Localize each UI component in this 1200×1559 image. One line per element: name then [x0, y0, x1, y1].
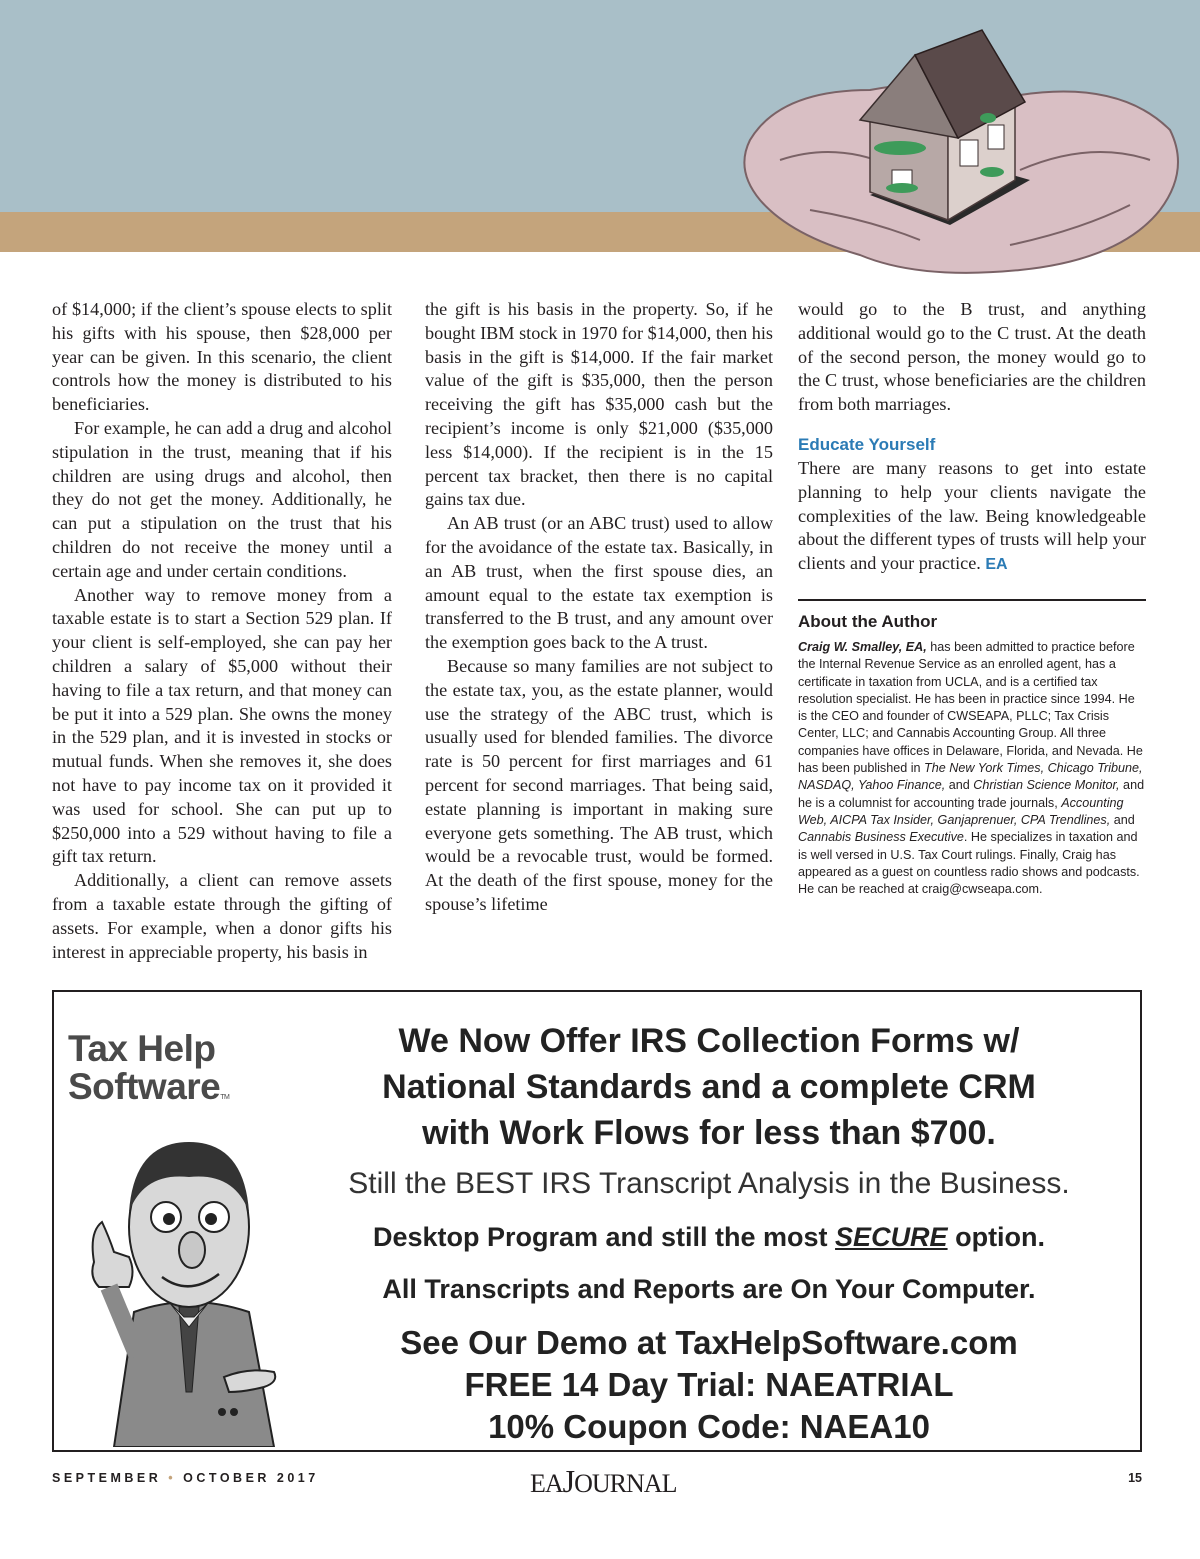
- ad-tagline: Still the BEST IRS Transcript Analysis in the Business.: [348, 1167, 1070, 1200]
- ad-secure-emphasis: SECURE: [835, 1222, 948, 1252]
- issue-month-1: SEPTEMBER: [52, 1471, 162, 1485]
- article-paragraph: Another way to remove money from a taxable estate is to start a Section 529 plan. If your client is self-employed, she can pay her children a salary of $5,000 without their having to file a tax return, and that money can be put it into a 529 plan. She owns the money in the 529 plan, and it is invested in stocks or mutual funds. When she removes it, she does not have to pay income tax on it provided it was used for school. She can put up to $250,000 into a 529 without having to file a gift tax return.: [52, 584, 392, 867]
- bio-text: . He specializes in taxation and is well versed in U.S. Tax Court rulings. Finally, Craig has appeared as a guest on countless radio shows and podcasts. He can be reached at craig@cwseapa.com.: [798, 830, 1140, 897]
- article-paragraph: of $14,000; if the client’s spouse elects to split his gifts with his spouse, then $28,000 per year can be given. In this scenario, the client controls how the money is distributed to his beneficiaries.: [52, 299, 392, 415]
- bio-text: and: [945, 778, 974, 793]
- ad-headline-line: with Work Flows for less than $700.: [422, 1114, 996, 1152]
- ad-headline-line: National Standards and a complete CRM: [382, 1068, 1036, 1106]
- logo-j: J: [562, 1463, 575, 1499]
- page-number: 15: [1128, 1471, 1142, 1485]
- article-paragraph: For example, he can add a drug and alcohol stipulation in the trust, meaning that if his children are using drugs and alcohol, then they do not get the money. Additionally, he can put a stipulation on the trust that his children do not receive the money until a certain age and under certain conditions.: [52, 417, 392, 581]
- about-author-heading: About the Author: [798, 611, 938, 631]
- article-column-2: [425, 298, 773, 917]
- ad-trial-code: FREE 14 Day Trial: NAEATRIAL: [464, 1366, 954, 1403]
- ad-desktop-text: option.: [947, 1222, 1046, 1252]
- ad-transcripts-line: All Transcripts and Reports are On Your Computer.: [382, 1274, 1036, 1304]
- issue-month-2: OCTOBER 2017: [183, 1471, 319, 1485]
- ad-desktop-line: [284, 1222, 1134, 1253]
- ad-demo-link[interactable]: See Our Demo at TaxHelpSoftware.com: [400, 1324, 1018, 1361]
- ea-end-mark: EA: [985, 556, 1008, 574]
- ad-offer-block: [284, 1322, 1134, 1448]
- section-divider: [798, 599, 1146, 601]
- logo-journal: OURNAL: [574, 1469, 677, 1498]
- trademark-mark: TM: [220, 1094, 230, 1101]
- author-name: Craig W. Smalley, EA,: [798, 639, 927, 654]
- article-paragraph: the gift is his basis in the property. So, if he bought IBM stock in 1970 for $14,000, then his basis in the gift is $14,000. If the fair market value of the gift is $35,000, then the person receiving the gift has $35,000 cash but the recipient’s income is only $21,000 ($35,000 less $14,000). If the recipient is in the 15 percent tax bracket, then there is no capital gains tax due.: [425, 299, 773, 510]
- bio-publication: Cannabis Business Executive: [798, 830, 964, 845]
- bio-text: and: [1110, 812, 1135, 827]
- hands-holding-house-illustration: [720, 20, 1200, 283]
- ad-headline: [284, 1018, 1134, 1156]
- logo-ea: EA: [530, 1469, 563, 1498]
- cartoon-businessman-mascot: [74, 1102, 304, 1447]
- bio-publication: Christian Science Monitor,: [973, 778, 1120, 793]
- logo-line-1: Tax Help: [68, 1028, 216, 1069]
- ad-headline-line: We Now Offer IRS Collection Forms w/: [398, 1022, 1020, 1060]
- article-paragraph-text: There are many reasons to get into estate planning to help your clients navigate the complexities of the law. Being knowledgeable about the different types of trusts will help your clients and your practice.: [798, 457, 1146, 574]
- ea-journal-logo: [530, 1463, 676, 1500]
- tax-help-software-advertisement: [52, 990, 1142, 1452]
- header-banner: [0, 0, 1200, 283]
- author-bio: [798, 639, 1146, 898]
- article-paragraph: Additionally, a client can remove assets from a taxable estate through the gifting of assets. For example, when a donor gifts his interest in appreciable property, his basis in: [52, 870, 392, 962]
- article-column-1: [52, 298, 392, 964]
- bio-publication: Accounting Web, AICPA Tax Insider, Ganjaprenuer, CPA Trendlines,: [798, 795, 1124, 827]
- issue-separator: •: [168, 1471, 177, 1485]
- bio-text: and he is a columnist for accounting trade journals,: [798, 778, 1145, 810]
- bio-publication: The New York Times, Chicago Tribune, NASDAQ, Yahoo Finance,: [798, 761, 1143, 793]
- logo-line-2-text: Software: [68, 1066, 221, 1107]
- article-paragraph: [798, 457, 1146, 577]
- article-paragraph: Because so many families are not subject to the estate tax, you, as the estate planner, would use the strategy of the ABC trust, which is usually used for blended families. The divorce rate is 50 percent for first marriages and 61 percent for second marriages. That being said, estate planning is important in making sure everyone gets something. The AB trust, which would be a revocable trust, would be formed. At the death of the first spouse, money for the spouse’s lifetime: [425, 655, 773, 914]
- article-column-3: [798, 298, 1146, 898]
- article-paragraph: An AB trust (or an ABC trust) used to allow for the avoidance of the estate tax. Basically, in an AB trust, when the first spouse dies, an amount equal to the estate tax exemption is transferred to the B trust, and any amount over the exemption goes back to the A trust.: [425, 513, 773, 653]
- section-heading: Educate Yourself: [798, 434, 936, 454]
- bio-text: has been admitted to practice before the Internal Revenue Service as an enrolled agent, has a certificate in taxation from UCLA, and is a certified tax resolution specialist. He has been in practice since 1994. He is the CEO and founder of CWSEAPA, PLLC; Tax Crisis Center, LLC; and Cannabis Accounting Group. All three companies have offices in Delaware, Florida, and Nevada. He has been published in: [798, 639, 1143, 776]
- ad-desktop-text: Desktop Program and still the most: [372, 1222, 836, 1252]
- ad-coupon-code: 10% Coupon Code: NAEA10: [488, 1408, 930, 1445]
- page-footer: [52, 1463, 1142, 1499]
- issue-date: [52, 1471, 319, 1485]
- article-paragraph: would go to the B trust, and anything additional would go to the C trust. At the death of the second person, the money would go to the C trust, whose beneficiaries are the children from both marriages.: [798, 299, 1146, 415]
